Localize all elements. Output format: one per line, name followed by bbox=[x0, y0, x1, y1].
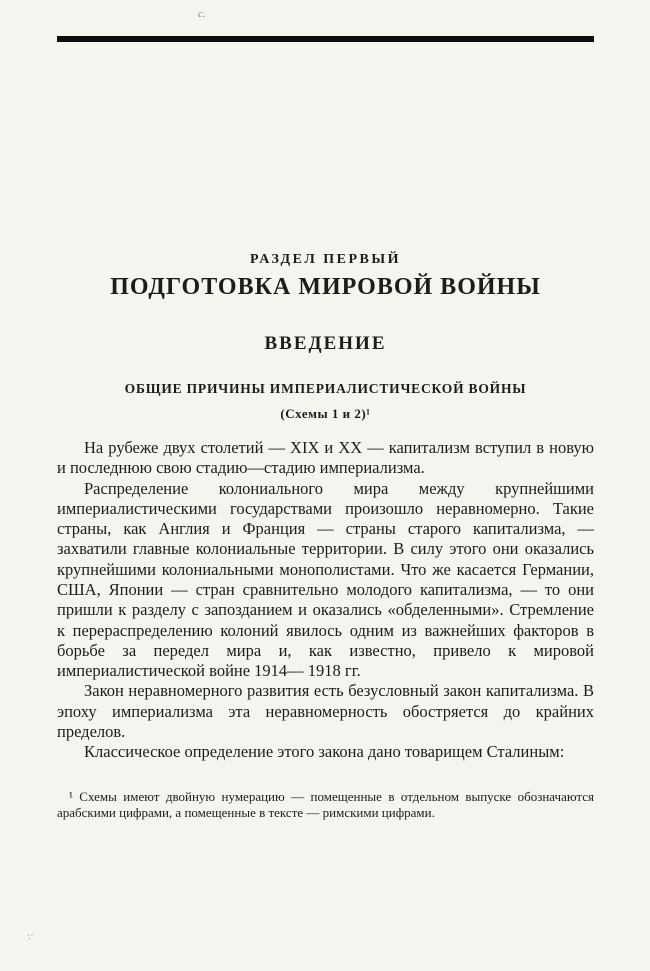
section-label: РАЗДЕЛ ПЕРВЫЙ bbox=[249, 252, 402, 267]
schemes-caption: (Схемы 1 и 2)¹ bbox=[280, 406, 371, 421]
section-subheading: ОБЩИЕ ПРИЧИНЫ ИМПЕРИАЛИСТИЧЕСКОЙ ВОЙНЫ bbox=[124, 381, 527, 396]
scan-artifact-bottom-left: ∵ bbox=[26, 932, 32, 942]
footnote: ¹ Схемы имеют двойную нумерацию — помещенные в отдельном выпуске обозначаются арабскими цифрами, а помещенные в тексте — римскими цифрами. bbox=[57, 788, 594, 821]
body-paragraph: Закон неравномерного развития есть безусловный закон капитализма. В эпоху империализма эта неравномерность обостряется до крайних пределов. bbox=[57, 681, 594, 741]
scan-artifact-top: с. bbox=[198, 8, 206, 20]
body-paragraph: Классическое определение этого закона дано товарищем Сталиным: bbox=[84, 742, 565, 762]
page-title: ПОДГОТОВКА МИРОВОЙ ВОЙНЫ bbox=[110, 274, 541, 300]
page-content bbox=[57, 0, 594, 822]
chapter-heading: ВВЕДЕНИЕ bbox=[264, 333, 387, 354]
body-text bbox=[57, 438, 594, 763]
body-paragraph: Распределение колониального мира между крупнейшими империалистическими государствами произошло неравномерно. Такие страны, как Англия и Франция — страны старого капитализма, — захватили главные колониальные территории. В силу этого они оказались крупнейшими колониальными монополистами. Что же касается Германии, США, Японии — стран сравнительно молодого капитализма, — то они пришли к разделу с запозданием и оказались «обделенными». Стремление к перераспределению колоний явилось одним из важнейших факторов в борьбе за передел мира и, как известно, привело к мировой империалистической войне 1914— 1918 гг. bbox=[57, 478, 594, 681]
body-paragraph: На рубеже двух столетий — XIX и XX — капитализм вступил в новую и последнюю свою стадию—стадию империализма. bbox=[57, 438, 594, 478]
